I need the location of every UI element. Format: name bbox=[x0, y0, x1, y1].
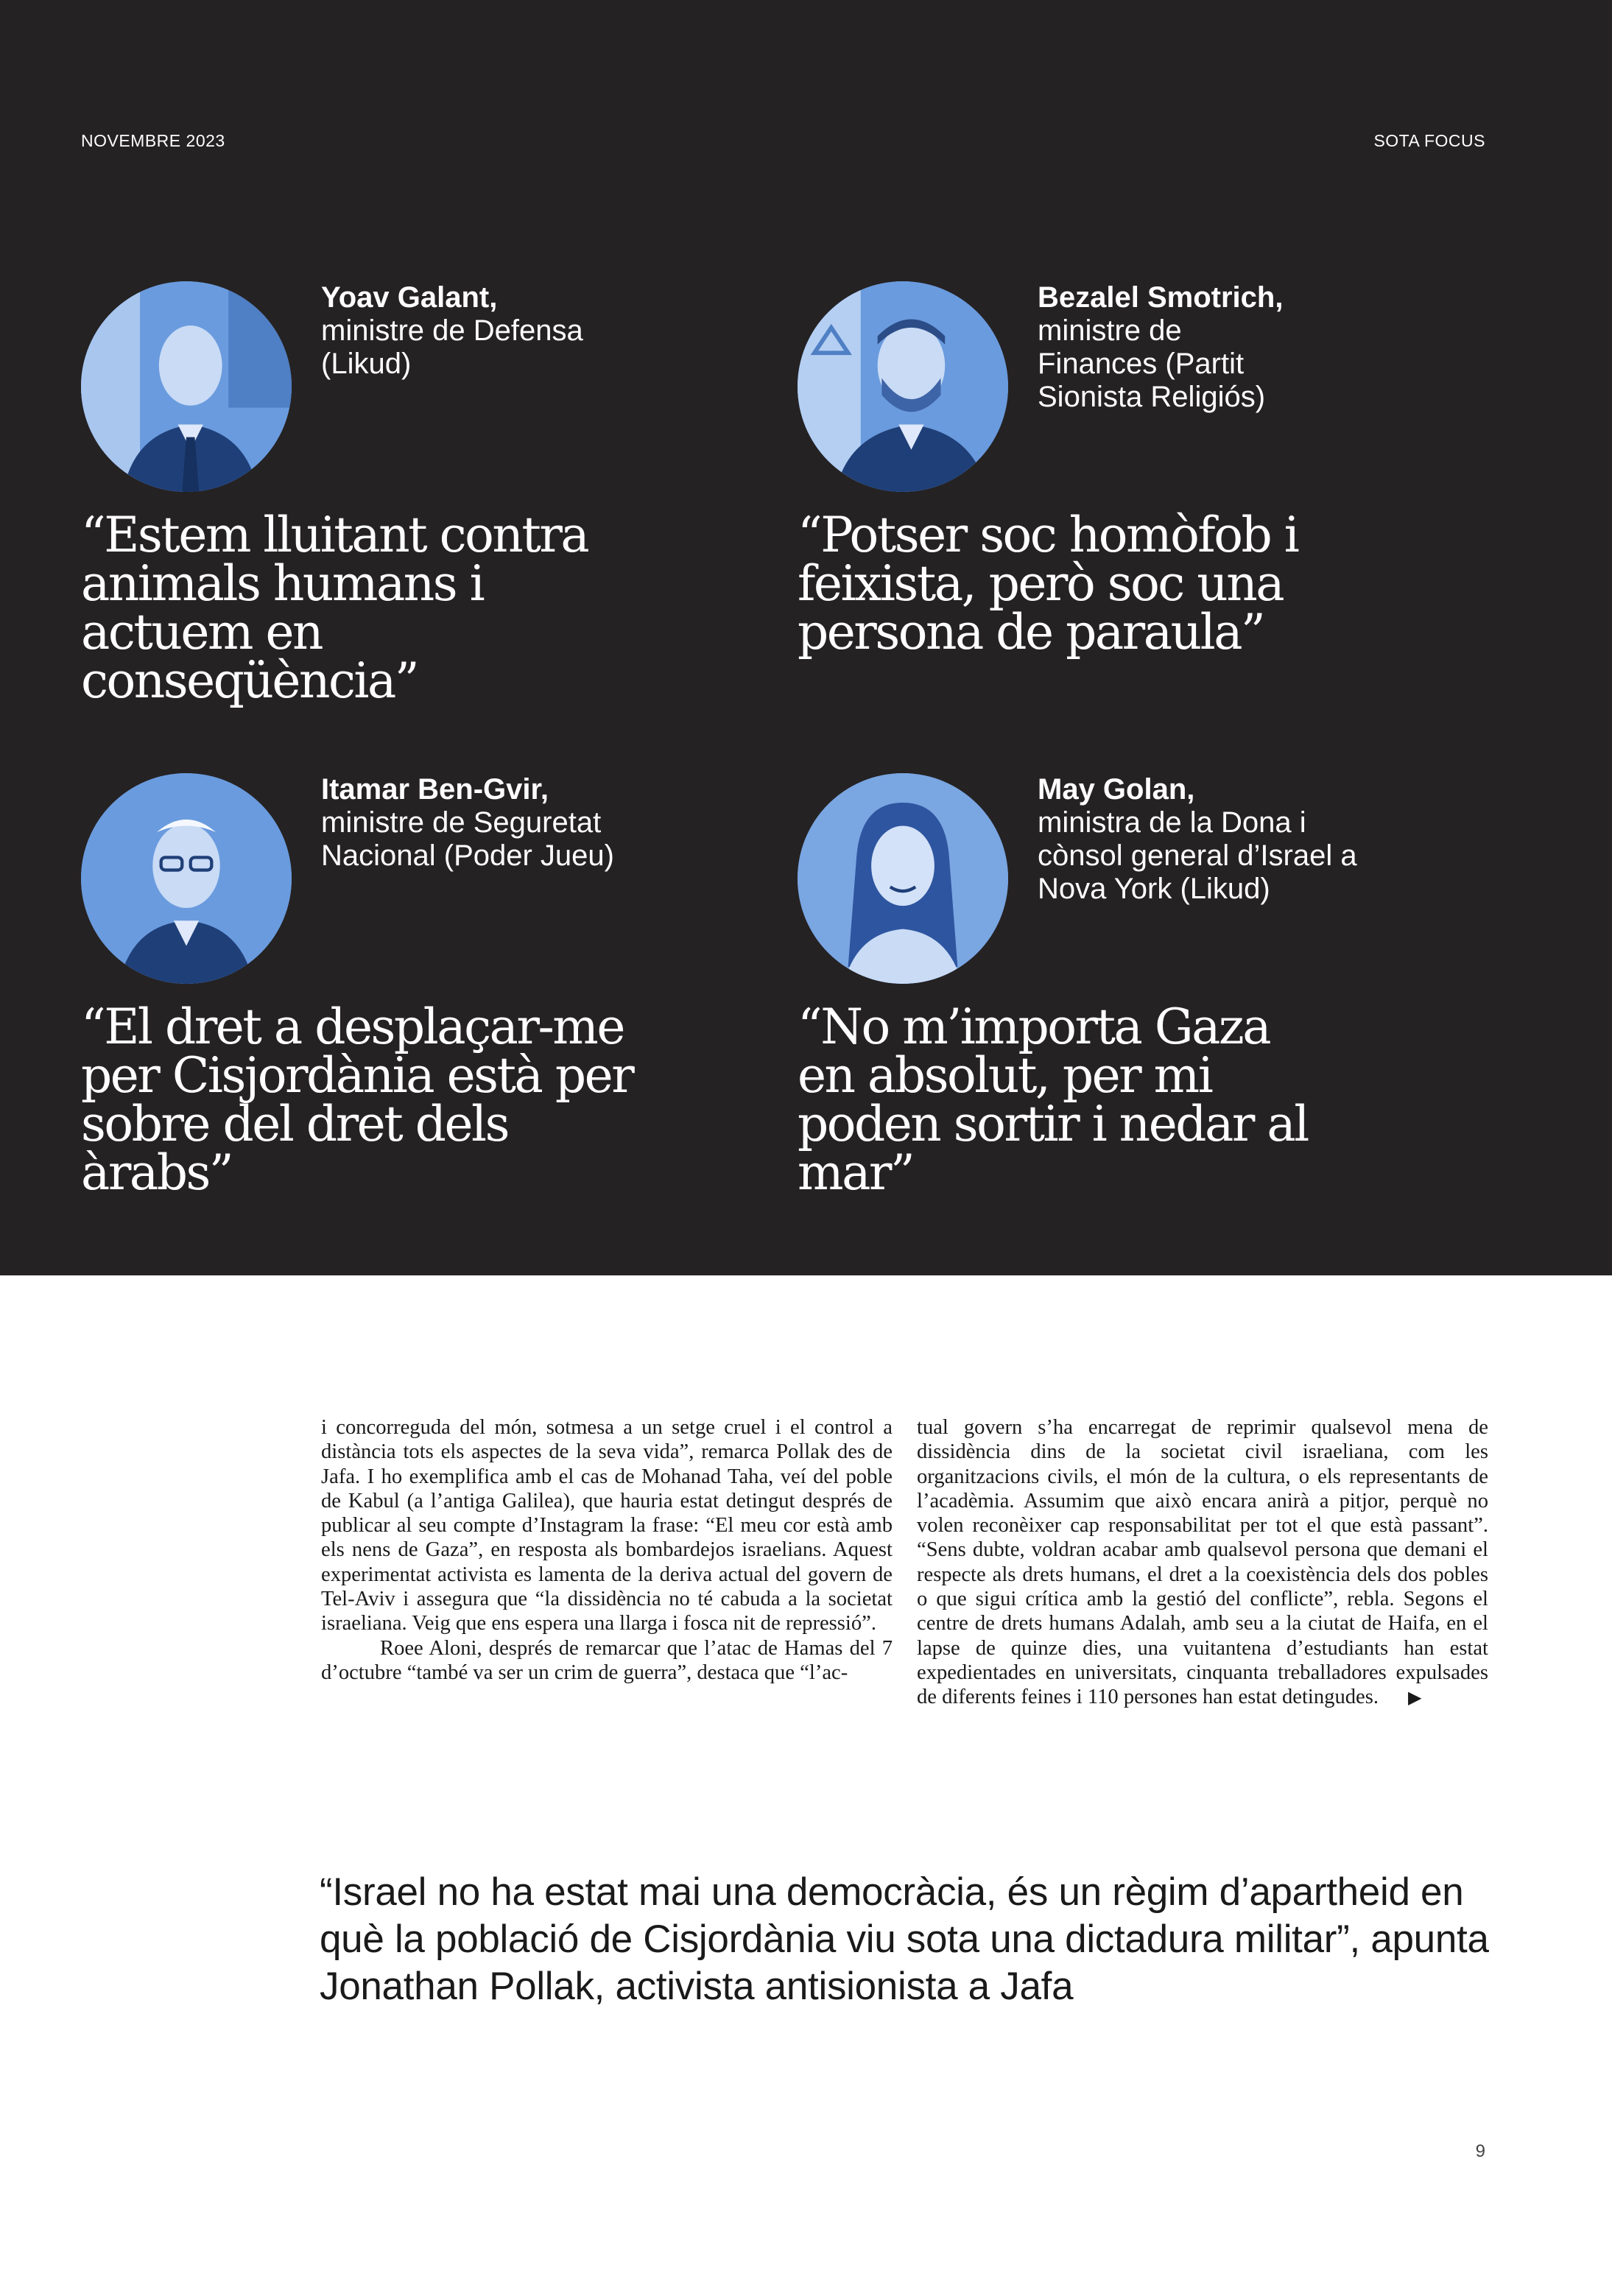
profile-caption bbox=[321, 281, 675, 381]
profile-quote: “Estem lluitant contra animals humans i actuem en conseqüència” bbox=[81, 507, 588, 709]
article-paragraph: tual govern s’ha encarregat de reprimir qualsevol mena de dissidència dins de la societat civil israeliana, com les organitzacions civils, el món de la cultura, o els representants de l’acadèmia. Assumim que això encara anirà a pitjor, perquè no volen reconèixer cap responsabilitat per tot el que està passant”. “Sens dubte, voldran acabar amb qualsevol persona que demani el respecte als drets humans, el dret a la coexistència dels dos pobles o que sigui crítica amb la gestió del conflicte”, rebla. Segons el centre de drets humans Adalah, amb seu a la ciutat de Haifa, en el lapse de quinze dies, una vuitantena d’estudiants han estat expedientades en universitats, cinquanta treballadores expulsades de diferents feines i 110 persones han estat detingudes. bbox=[917, 1416, 1488, 1709]
profile-card-galant bbox=[81, 281, 744, 753]
article-column-2 bbox=[917, 1415, 1488, 1711]
portrait-galant bbox=[81, 281, 292, 492]
portrait-golan bbox=[798, 773, 1008, 984]
profile-role: ministre de Finances (Partit Sionista Religiós) bbox=[1038, 314, 1266, 413]
end-of-article-icon: ▶ bbox=[1408, 1688, 1422, 1708]
page-number: 9 bbox=[1475, 2141, 1485, 2161]
section-title: SOTA FOCUS bbox=[1373, 131, 1485, 150]
profile-quote: “Potser soc homòfob i feixista, però soc una persona de paraula” bbox=[798, 507, 1298, 661]
profile-role: ministre de Defensa (Likud) bbox=[321, 314, 583, 380]
profile-name: Bezalel Smotrich, bbox=[1038, 281, 1284, 314]
article-paragraph: i concorreguda del món, sotmesa a un setge cruel i el control a distància tots els aspectes de la seva vida”, remarca Pollak des de Jafa. I ho exemplifica amb el cas de Mohanad Taha, veí del poble de Kabul (a l’antiga Galilea), que hauria estat detingut després de publicar al seu compte d’Instagram la frase: “El meu cor està amb els nens de Gaza”, en resposta als bombardejos israelians. Aquest experimentat activista es lamenta de la deriva actual del govern de Tel-Aviv i assegura que “la dissidència no té cabuda a la societat israeliana. Veig que ens espera una llarga i fosca nit de repressió”. bbox=[321, 1416, 893, 1635]
profile-caption bbox=[1038, 773, 1391, 906]
profile-card-golan bbox=[798, 773, 1460, 1244]
portrait-ben-gvir bbox=[81, 773, 292, 984]
portrait-smotrich bbox=[798, 281, 1008, 492]
profile-quote: “No m’importa Gaza en absolut, per mi poden sortir i nedar al mar” bbox=[798, 999, 1308, 1201]
profile-name: May Golan, bbox=[1038, 773, 1195, 806]
article-paragraph-wrapper bbox=[917, 1415, 1488, 1711]
profile-card-ben-gvir bbox=[81, 773, 744, 1244]
profile-name: Yoav Galant, bbox=[321, 281, 498, 314]
profile-card-smotrich bbox=[798, 281, 1460, 753]
profile-caption bbox=[321, 773, 675, 873]
article-column-1 bbox=[321, 1415, 893, 1685]
profile-role: ministre de Seguretat Nacional (Poder Jueu) bbox=[321, 806, 614, 872]
issue-date: NOVEMBRE 2023 bbox=[81, 131, 225, 150]
profile-name: Itamar Ben-Gvir, bbox=[321, 773, 549, 806]
article-paragraph: Roee Aloni, després de remarcar que l’atac de Hamas del 7 d’octubre “també va ser un crim de guerra”, destaca que “l’ac- bbox=[321, 1636, 893, 1684]
profile-role: ministra de la Dona i cònsol general d’Israel a Nova York (Likud) bbox=[1038, 806, 1357, 905]
pull-quote: “Israel no ha estat mai una democràcia, és un règim d’apartheid en què la població de Cisjordània viu sota una dictadura militar”, apunta Jonathan Pollak, activista antisionista a Jafa bbox=[320, 1870, 1489, 2008]
profile-quote: “El dret a desplaçar-me per Cisjordània està per sobre del dret dels àrabs” bbox=[81, 999, 633, 1201]
profile-caption bbox=[1038, 281, 1391, 414]
